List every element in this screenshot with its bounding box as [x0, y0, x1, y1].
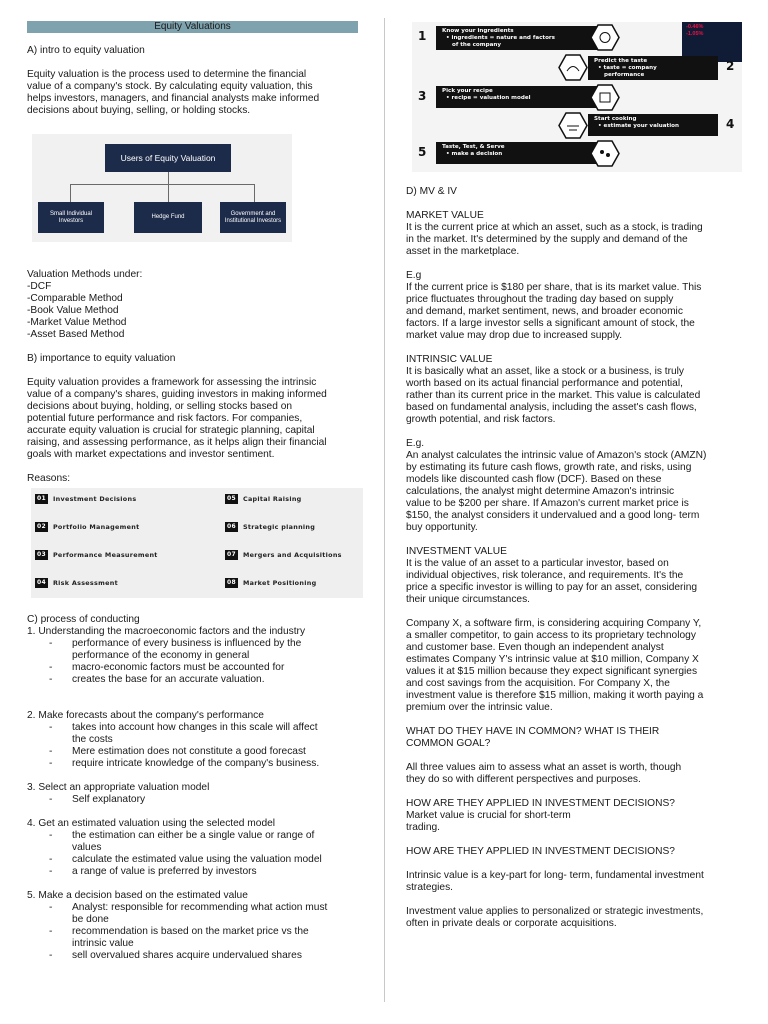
ticker-value: -0.46%	[686, 24, 704, 30]
reason-number: 04	[37, 579, 46, 586]
question-heading: HOW ARE THEY APPLIED IN INVESTMENT DECISIONS?	[406, 846, 675, 857]
text-line: factors. If a large investor sells a significant amount of stock, the	[406, 318, 695, 329]
step-3: 3. Select an appropriate valuation model	[27, 782, 210, 793]
step-number: 1	[418, 29, 427, 43]
org-child-small-investors: Small Individual Investors	[38, 202, 104, 233]
step-bar	[588, 56, 718, 80]
step-bar	[436, 142, 604, 164]
text-line: decisions about buying, holding, or selling stocks based on	[27, 401, 293, 412]
step-sub: • taste = company	[598, 65, 657, 71]
text-line: and customer base. Even though an independent analyst	[406, 642, 664, 653]
text-line: premium over the intrinsic value.	[406, 702, 553, 713]
section-a-heading: A) intro to equity valuation	[27, 45, 145, 56]
method-item: -Comparable Method	[27, 293, 123, 304]
step-bar	[436, 86, 604, 108]
text-line: asset in the marketplace.	[406, 246, 520, 257]
step-number: 4	[726, 117, 735, 131]
text-line: price a specific investor is willing to pay for an asset, considering	[406, 582, 698, 593]
text-line: individual objectives, risk tolerance, and requirements. It's the	[406, 570, 684, 581]
section-c	[27, 614, 372, 962]
step-2: 2. Make forecasts about the company's performance	[27, 710, 264, 721]
intrinsic-value-heading: INTRINSIC VALUE	[406, 354, 493, 365]
recipe-icon	[590, 84, 620, 111]
text-line: Market value is crucial for short-term	[406, 810, 571, 821]
text-line: and demand, market sentiment, news, and broader economic	[406, 306, 683, 317]
step-1-bullet: - macro-economic factors must be accounted for	[27, 662, 372, 674]
step-title: Taste, Test, & Serve	[442, 144, 505, 150]
text-line: Investment value applies to personalized or strategic investments,	[406, 906, 704, 917]
text-line: Equity valuation provides a framework for assessing the intrinsic	[27, 377, 317, 388]
step-sub: • ingredients = nature and factors	[446, 35, 556, 41]
text-line: An analyst calculates the intrinsic value of Amazon's stock (AMZN)	[406, 450, 707, 461]
reason-number: 05	[227, 495, 236, 502]
market-value-heading: MARKET VALUE	[406, 210, 484, 221]
text-line: accurate equity valuation is crucial for strategic planning, capital	[27, 425, 315, 436]
text-line: by estimating its future cash flows, growth rate, and risks, using	[406, 462, 692, 473]
step-5: 5. Make a decision based on the estimated value	[27, 890, 248, 901]
method-item: -Book Value Method	[27, 305, 119, 316]
section-a	[27, 45, 367, 117]
section-b-paragraph	[27, 377, 367, 461]
text-line: trading.	[406, 822, 440, 833]
reasons-label: Reasons:	[27, 473, 71, 484]
step-4-bullet: - a range of value is preferred by investors	[27, 866, 372, 878]
text-line: value of a company's shares, guiding investors in making informed	[27, 389, 327, 400]
org-connector	[168, 184, 169, 202]
step-number: 5	[418, 145, 427, 159]
reason-label: Portfolio Management	[52, 523, 140, 531]
example-label: E.g.	[406, 438, 425, 449]
text-line: values it at $15 million because they expect significant synergies	[406, 666, 698, 677]
reason-label: Strategic planning	[242, 523, 316, 531]
org-child-government: Government and Institutional Investors	[220, 202, 286, 233]
reason-item	[225, 549, 342, 561]
section-b	[27, 353, 367, 485]
text-line: estimates Company Y's intrinsic value at $10 million, Company X	[406, 654, 699, 665]
text-line: in the market. It's determined by the supply and demand of the	[406, 234, 688, 245]
text-line: goals with market expectations and investor sentiment.	[27, 449, 275, 460]
column-divider	[384, 18, 385, 1002]
step-3-bullet: - Self explanatory	[27, 794, 372, 806]
text-line: worth based on its actual financial performance and potential,	[406, 378, 683, 389]
text-line: It is the value of an asset to a particular investor, based on	[406, 558, 669, 569]
reason-label: Mergers and Acquisitions	[242, 551, 342, 559]
reason-item	[35, 521, 139, 533]
step-sub: • estimate your valuation	[598, 123, 679, 129]
valuation-methods	[27, 269, 367, 341]
text-line: potential future performance and risk factors. For companies,	[27, 413, 303, 424]
step-bar	[588, 114, 718, 136]
ingredients-icon	[590, 24, 620, 51]
reason-label: Investment Decisions	[52, 495, 137, 503]
text-line: decisions about buying, selling, or holding stocks.	[27, 105, 251, 116]
step-4-bullet: - calculate the estimated value using the valuation model	[27, 854, 372, 866]
text-line: Equity valuation is the process used to determine the financial	[27, 69, 307, 80]
text-line: Intrinsic value is a key-part for long- term, fundamental investment	[406, 870, 704, 881]
reason-item	[35, 577, 118, 589]
text-line: models like discounted cash flow (DCF). Based on these	[406, 474, 662, 485]
text-line: based on fundamental analysis, including the asset's cash flows,	[406, 402, 697, 413]
step-1: 1. Understanding the macroeconomic factors and the industry	[27, 626, 306, 637]
reason-label: Performance Measurement	[52, 551, 158, 559]
text-line: price fluctuates throughout the trading day based on supply	[406, 294, 674, 305]
text-line: value of a company's stock. By calculating equity valuation, this	[27, 81, 313, 92]
reason-label: Market Positioning	[242, 579, 317, 587]
reason-label: Risk Assessment	[52, 579, 118, 587]
question-heading: HOW ARE THEY APPLIED IN INVESTMENT DECISIONS?	[406, 798, 675, 809]
reasons-grid	[31, 488, 363, 598]
reason-number: 08	[227, 579, 236, 586]
step-2-bullet: - Mere estimation does not constitute a good forecast	[27, 746, 372, 758]
step-1-bullet: - creates the base for an accurate valuation.	[27, 674, 372, 686]
step-2-bullet: - require intricate knowledge of the company's business.	[27, 758, 372, 770]
reason-number: 01	[37, 495, 46, 502]
text-line: If the current price is $180 per share, that is its market value. This	[406, 282, 702, 293]
step-title: Know your ingredients	[442, 28, 514, 34]
investment-value-heading: INVESTMENT VALUE	[406, 546, 507, 557]
step-title: Predict the taste	[594, 58, 648, 64]
example-label: E.g	[406, 270, 422, 281]
text-line: helps investors, managers, and financial analysts make informed	[27, 93, 320, 104]
reason-number: 07	[227, 551, 236, 558]
org-connector	[70, 184, 71, 202]
text-line: they do so with different perspectives and purposes.	[406, 774, 641, 785]
org-chart	[32, 134, 292, 242]
org-connector	[254, 184, 255, 202]
text-line: calculations, the analyst might determine Amazon's intrinsic	[406, 486, 675, 497]
page-title: Equity Valuations	[27, 21, 358, 33]
step-5-bullet: - Analyst: responsible for recommending what action must	[27, 902, 372, 914]
step-sub: • recipe = valuation model	[446, 95, 531, 101]
step-5-bullet: - recommendation is based on the market price vs the	[27, 926, 372, 938]
org-root: Users of Equity Valuation	[105, 144, 231, 172]
method-item: -Market Value Method	[27, 317, 127, 328]
text-line: a smaller competitor, to gain access to its proprietary technology	[406, 630, 696, 641]
section-b-heading: B) importance to equity valuation	[27, 353, 176, 364]
step-2-bullet-cont: the costs	[72, 734, 113, 745]
text-line: Company X, a software firm, is considering acquiring Company Y,	[406, 618, 702, 629]
text-line: investment value is therefore $15 million, making it worth paying a	[406, 690, 704, 701]
method-item: -DCF	[27, 281, 52, 292]
step-4-bullet: - the estimation can either be a single value or range of	[27, 830, 372, 842]
org-connector	[168, 172, 169, 184]
text-line: $150, the analyst considers it undervalued and a good long- term	[406, 510, 700, 521]
section-d	[406, 186, 751, 930]
reason-item	[225, 493, 302, 505]
text-line: their unique circumstances.	[406, 594, 531, 605]
reason-label: Capital Raising	[242, 495, 302, 503]
step-1-bullet: - performance of every business is influenced by the	[27, 638, 372, 650]
text-line: market value may drop due to increased supply.	[406, 330, 623, 341]
text-line: raising, and assessing performance, as it helps align their financial	[27, 437, 327, 448]
text-line: rather than its current price in the market. This value is calculated	[406, 390, 701, 401]
text-line: and cost savings from the acquisition. For Company X, the	[406, 678, 670, 689]
step-title: Pick your recipe	[442, 88, 493, 94]
text-line: often in private deals or corporate acquisitions.	[406, 918, 617, 929]
step-sub: performance	[604, 72, 645, 78]
step-5-bullet-cont: intrinsic value	[72, 938, 134, 949]
text-line: buy opportunity.	[406, 522, 478, 533]
section-c-heading: C) process of conducting	[27, 614, 140, 625]
step-bar	[436, 26, 604, 50]
step-title: Start cooking	[594, 116, 637, 122]
reason-number: 02	[37, 523, 46, 530]
method-item: -Asset Based Method	[27, 329, 125, 340]
step-number: 2	[726, 59, 735, 73]
question-heading: COMMON GOAL?	[406, 738, 491, 749]
reason-number: 03	[37, 551, 46, 558]
section-d-heading: D) MV & IV	[406, 186, 457, 197]
valuation-steps-infographic	[412, 22, 742, 172]
step-sub: of the company	[452, 42, 502, 48]
text-line: It is the current price at which an asset, such as a stock, is trading	[406, 222, 703, 233]
step-1-bullet-cont: performance of the economy in general	[72, 650, 250, 661]
text-line: value to be $200 per share. If Amazon's current market price is	[406, 498, 689, 509]
cooking-icon	[558, 112, 588, 139]
org-child-hedge-fund: Hedge Fund	[134, 202, 202, 233]
serve-icon	[590, 140, 620, 167]
taste-icon	[558, 54, 588, 81]
org-connector	[70, 184, 254, 185]
text-line: growth potential, and risk factors.	[406, 414, 556, 425]
reason-item	[35, 493, 136, 505]
methods-heading: Valuation Methods under:	[27, 269, 143, 280]
section-a-paragraph	[27, 69, 367, 117]
step-5-bullet: - sell overvalued shares acquire undervalued shares	[27, 950, 372, 962]
question-heading: WHAT DO THEY HAVE IN COMMON? WHAT IS THEIR	[406, 726, 660, 737]
text-line: All three values aim to assess what an asset is worth, though	[406, 762, 682, 773]
step-4: 4. Get an estimated valuation using the selected model	[27, 818, 276, 829]
step-4-bullet-cont: values	[72, 842, 102, 853]
ticker-value: -1.05%	[686, 31, 704, 37]
reason-item	[225, 521, 315, 533]
step-2-bullet: - takes into account how changes in this scale will affect	[27, 722, 372, 734]
reason-number: 06	[227, 523, 236, 530]
step-5-bullet-cont: be done	[72, 914, 109, 925]
step-sub: • make a decision	[446, 151, 503, 157]
text-line: It is basically what an asset, like a stock or a business, is truly	[406, 366, 685, 377]
reason-item	[225, 577, 316, 589]
reason-item	[35, 549, 158, 561]
text-line: strategies.	[406, 882, 453, 893]
step-number: 3	[418, 89, 427, 103]
